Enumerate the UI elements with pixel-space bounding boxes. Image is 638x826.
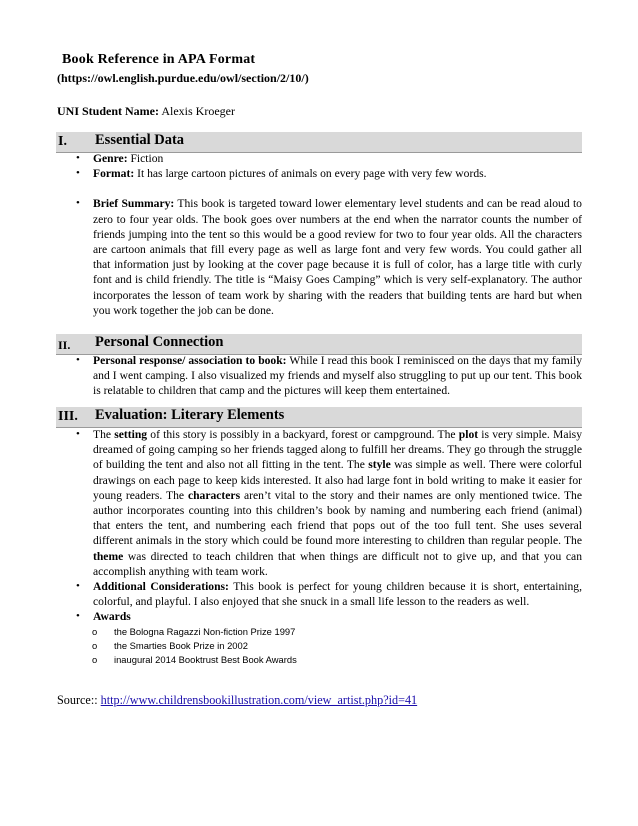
section-heading-essential-data [56,132,582,153]
bullet-icon: • [76,354,80,366]
personal-connection-list [76,353,582,399]
literary-elements-list [76,427,582,668]
source-label: Source:: [57,693,98,707]
list-item-summary [76,196,582,318]
bullet-icon: • [76,428,80,440]
list-item-awards [76,609,582,624]
summary-label: Brief Summary: [93,197,175,211]
format-value: It has large cartoon pictures of animals on every page with very few words. [137,167,487,181]
essential-data-list [76,151,582,318]
bullet-icon: • [76,152,80,164]
section-title: Evaluation: Literary Elements [95,407,285,423]
sub-bullet-icon: o [92,625,98,637]
section-number: II. [58,338,71,352]
award-text: the Smarties Book Prize in 2002 [114,640,248,652]
source-line [57,693,417,708]
format-label: Format: [93,167,135,181]
evaluation-text-1: The [93,428,115,441]
genre-value: Fiction [130,152,164,165]
bullet-icon: • [76,610,80,623]
plot-term: plot [458,428,479,441]
sub-bullet-icon: o [92,654,98,666]
document-title: Book Reference in APA Format [62,52,256,67]
additional-label: Additional Considerations: [93,580,229,594]
student-name: Alexis Kroeger [161,104,235,118]
setting-term: setting [114,428,148,441]
award-item [76,653,582,667]
theme-term: theme [93,549,124,563]
list-item-format [76,166,582,181]
award-text: inaugural 2014 Booktrust Best Book Awards [114,654,297,666]
source-link[interactable]: http://www.childrensbookillustration.com/view_artist.php?id=41 [100,693,418,707]
personal-response-label: Personal response/ association to book: [93,354,287,367]
bullet-icon: • [76,167,80,180]
style-term: style [368,458,391,472]
section-number: I. [58,134,67,149]
additional-text: This book is perfect for young children because it is short, entertaining, colorful, and playful. I also enjoyed that she snuck in a small life lesson to the readers as well. [93,580,582,609]
evaluation-text-2: of this story is possibly in a backyard, forest or campground. The [147,428,459,441]
section-title: Personal Connection [95,334,224,350]
characters-term: characters [187,488,241,502]
section-heading-personal-connection [56,334,582,355]
personal-response-text: While I read this book I reminisced on the days that my family and I went camping. I also visualized my friends and myself also struggling to put up our tent. This book is relatable to children that camp and the pictures will keep them entertained. [93,354,582,398]
section-title: Essential Data [95,132,185,148]
list-item-evaluation [76,427,582,579]
genre-label: Genre: [93,152,128,165]
award-item [76,625,582,639]
evaluation-text-4: was simple as well. There were colorful drawings on each page to keep kids interested. It also had large font in bold writing to make it easier for young readers. The [93,458,582,502]
list-item-personal-response [76,353,582,399]
student-label: UNI Student Name: [57,104,159,118]
section-heading-literary-elements [56,407,582,428]
student-line [57,104,235,119]
evaluation-text-5: aren’t vital to the story and their names are only mentioned twice. The author incorporates counting into this children’s book by naming and numbering each friend (animal) that enters the tent, and numbering each friend that pops out of the too full tent. She uses several different animals in the story which could be found more interesting to children than regular people. The [93,488,582,548]
award-item [76,639,582,653]
evaluation-text-6: was directed to teach children that when things are difficult not to give up, and that you can accomplish anything with team work. [93,549,582,578]
sub-bullet-icon: o [92,640,98,652]
evaluation-text-3: is very simple. Maisy dreamed of going camping so her friends tagged along to fulfill her dreams. They go through the struggle of building the tent and also not all fitting in the tent. The [93,428,582,472]
bullet-icon: • [76,197,80,210]
award-text: the Bologna Ragazzi Non-fiction Prize 1997 [114,625,296,637]
list-item-genre [76,151,582,166]
section-number: III. [58,409,78,424]
awards-label: Awards [93,610,131,624]
list-item-additional [76,579,582,609]
title-url: (https://owl.english.purdue.edu/owl/section/2/10/) [57,71,309,85]
bullet-icon: • [76,580,80,593]
summary-text: This book is targeted toward lower elementary level students and can be read aloud to zero to four year olds. The book goes over numbers at the end when the narrator counts the number of friends jumping into the tent so this would be a good review for two to four year olds. All the characters are cartoon animals that fill every page as well as large font and very few words. You could gather all that information just by looking at the cover page because it is full of color, has a large title with curly font and is child friendly. The title is “Maisy Goes Camping” which is very self-explanatory. The author incorporates the lesson of team work by sharing with the readers that building tents are hard but when you work together the job can be done. [93,197,582,317]
